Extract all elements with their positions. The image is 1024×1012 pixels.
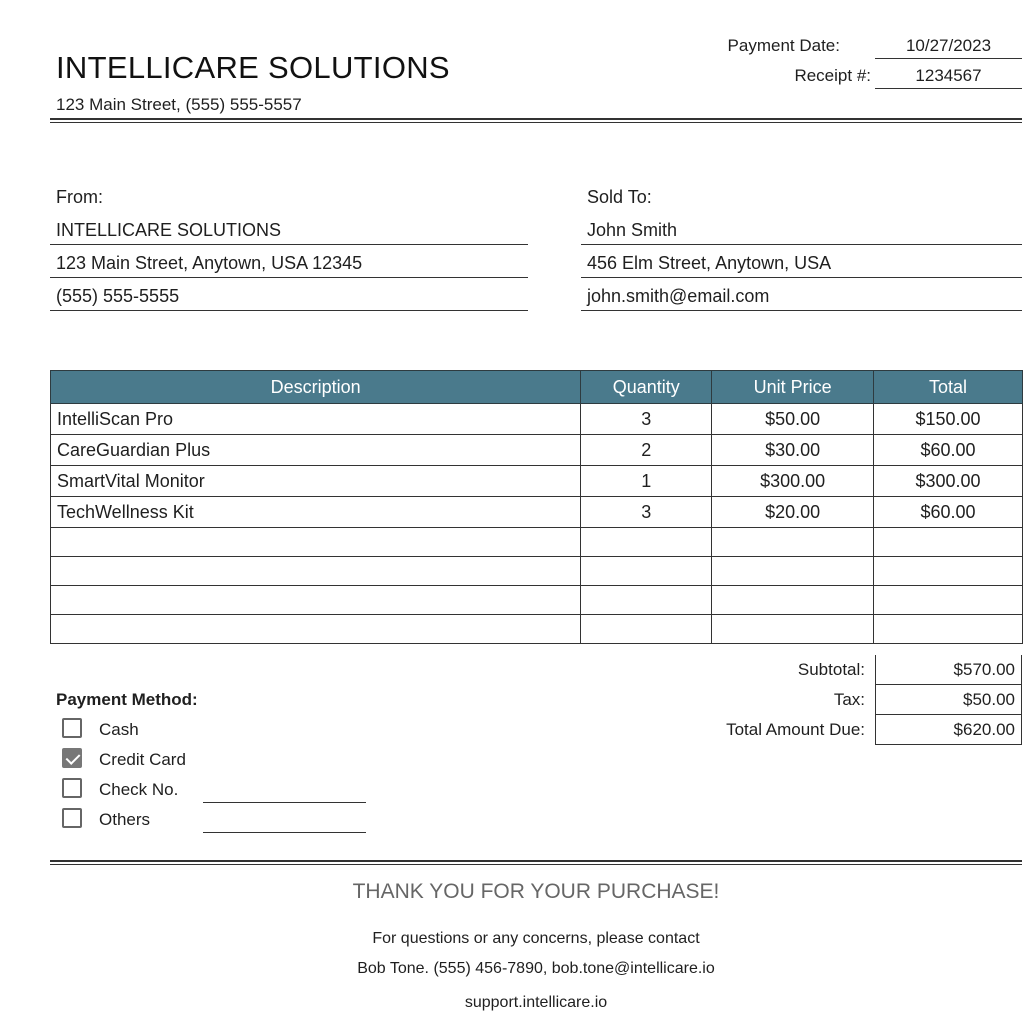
table-header-row bbox=[51, 371, 1023, 404]
cell-unit-price: $50.00 bbox=[712, 404, 874, 435]
check-no-label: Check No. bbox=[99, 780, 179, 799]
cell-unit-price: $300.00 bbox=[712, 466, 874, 497]
table-row bbox=[51, 435, 1023, 466]
cell-description: SmartVital Monitor bbox=[51, 466, 581, 497]
table-row bbox=[51, 466, 1023, 497]
cell-total: $60.00 bbox=[874, 497, 1023, 528]
cell-total: $300.00 bbox=[874, 466, 1023, 497]
cell-description: CareGuardian Plus bbox=[51, 435, 581, 466]
payment-date-label: Payment Date: bbox=[727, 36, 840, 55]
column-header-unit-price: Unit Price bbox=[712, 371, 874, 404]
sold-to-label: Sold To: bbox=[587, 187, 652, 207]
cell-quantity: 1 bbox=[581, 466, 712, 497]
empty-table-row bbox=[51, 586, 1023, 615]
empty-table-row bbox=[51, 615, 1023, 644]
cash-label: Cash bbox=[99, 720, 139, 739]
total-due-value: $620.00 bbox=[875, 715, 1022, 745]
cell-total: $60.00 bbox=[874, 435, 1023, 466]
cell-unit-price: $30.00 bbox=[712, 435, 874, 466]
company-address: 123 Main Street, (555) 555-5557 bbox=[56, 95, 302, 114]
cell-total: $150.00 bbox=[874, 404, 1023, 435]
from-address: 123 Main Street, Anytown, USA 12345 bbox=[50, 248, 528, 278]
table-row bbox=[51, 497, 1023, 528]
footer-divider-inner bbox=[50, 864, 1022, 865]
receipt-number-label: Receipt #: bbox=[794, 66, 871, 85]
empty-table-row bbox=[51, 528, 1023, 557]
sold-to-address: 456 Elm Street, Anytown, USA bbox=[581, 248, 1022, 278]
others-field-line[interactable] bbox=[203, 832, 366, 833]
items-table bbox=[50, 370, 1023, 644]
footer-divider bbox=[50, 860, 1022, 862]
total-due-label: Total Amount Due: bbox=[726, 720, 865, 739]
tax-label: Tax: bbox=[833, 690, 865, 709]
contact-line-1: For questions or any concerns, please contact bbox=[372, 930, 700, 947]
company-name: INTELLICARE SOLUTIONS bbox=[56, 50, 450, 85]
payment-date-value: 10/27/2023 bbox=[875, 36, 1022, 59]
from-name: INTELLICARE SOLUTIONS bbox=[50, 215, 528, 245]
subtotal-value: $570.00 bbox=[875, 655, 1022, 685]
others-label: Others bbox=[99, 810, 151, 829]
column-header-quantity: Quantity bbox=[581, 371, 712, 404]
credit-card-label: Credit Card bbox=[99, 750, 186, 769]
check-no-field-line[interactable] bbox=[203, 802, 366, 803]
cell-quantity: 2 bbox=[581, 435, 712, 466]
column-header-description: Description bbox=[51, 371, 581, 404]
tax-value: $50.00 bbox=[875, 685, 1022, 715]
cell-quantity: 3 bbox=[581, 497, 712, 528]
cell-description: TechWellness Kit bbox=[51, 497, 581, 528]
sold-to-email: john.smith@email.com bbox=[581, 281, 1022, 311]
cash-checkbox[interactable] bbox=[62, 718, 82, 738]
sold-to-name: John Smith bbox=[581, 215, 1022, 245]
cell-description: IntelliScan Pro bbox=[51, 404, 581, 435]
receipt-number-value: 1234567 bbox=[875, 66, 1022, 89]
cell-quantity: 3 bbox=[581, 404, 712, 435]
subtotal-label: Subtotal: bbox=[797, 660, 865, 679]
header-divider bbox=[50, 118, 1022, 120]
credit-card-checkbox[interactable] bbox=[62, 748, 82, 768]
thank-you-message: THANK YOU FOR YOUR PURCHASE! bbox=[352, 880, 720, 903]
support-website: support.intellicare.io bbox=[464, 994, 608, 1011]
from-label: From: bbox=[56, 187, 103, 207]
header-divider-inner bbox=[50, 122, 1022, 123]
table-row bbox=[51, 404, 1023, 435]
cell-unit-price: $20.00 bbox=[712, 497, 874, 528]
empty-table-row bbox=[51, 557, 1023, 586]
payment-method-title: Payment Method: bbox=[56, 690, 198, 709]
contact-line-2: Bob Tone. (555) 456-7890, bob.tone@intellicare.io bbox=[357, 960, 715, 977]
from-phone: (555) 555-5555 bbox=[50, 281, 528, 311]
others-checkbox[interactable] bbox=[62, 808, 82, 828]
check-no-checkbox[interactable] bbox=[62, 778, 82, 798]
column-header-total: Total bbox=[874, 371, 1023, 404]
